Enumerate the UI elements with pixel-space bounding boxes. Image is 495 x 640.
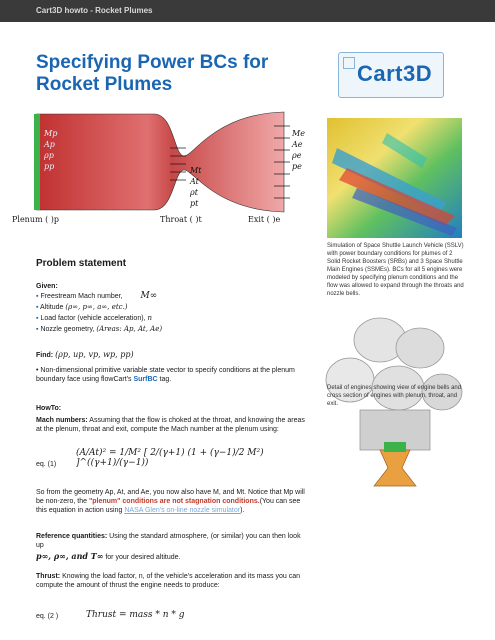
- eq2-label: eq. (2 ): [36, 613, 59, 620]
- shuttle-caption: Simulation of Space Shuttle Launch Vehicle (SSLV) with power boundary conditions for plumes of 2 Solid Rocket Boosters (SRBs) and 3 Space Shuttle Main Engines (SSMEs). BCs for all 5 engines were modeled by specifying plenum conditions and the flow was allowed to expand through the throats and nozzle bells.: [327, 243, 464, 297]
- exit-var: Me: [292, 129, 305, 138]
- plenum-var: ρp: [44, 151, 54, 160]
- nozzle-shape: [36, 112, 284, 212]
- given-list: [36, 292, 306, 334]
- exit-var: pe: [292, 162, 302, 171]
- ref-paragraph: Reference quantities: Using the standard atmosphere, (or similar) you can then look up: [36, 533, 301, 549]
- given-item: ▪ Load factor (vehicle acceleration), n: [36, 314, 152, 322]
- exit-var: ρe: [292, 151, 302, 160]
- nozzle-diagram: [34, 108, 304, 228]
- exit-var: Ae: [292, 140, 303, 149]
- given-item: ▪ Freestream Mach number, M∞: [36, 291, 158, 301]
- eq1: (A/At)² = 1/M² [ 2/(γ+1) (1 + (γ−1)/2 M²) ]^((γ+1)/(γ−1)): [76, 448, 264, 468]
- nozzle-simulator-link[interactable]: NASA Glen's on-line nozzle simulator: [124, 507, 241, 514]
- throat-var: ρt: [190, 188, 198, 197]
- breadcrumb: Cart3D howto - Rocket Plumes: [36, 6, 153, 15]
- plenum-var: pp: [44, 162, 55, 171]
- exit-label: Exit ( )e: [248, 215, 281, 224]
- ref-math-row: p∞, ρ∞, and T∞ for your desired altitude.: [36, 551, 181, 561]
- find-row: Find: (ρp, up, vp, wp, pp): [36, 350, 134, 359]
- mach-paragraph: Mach numbers: Assuming that the flow is choked at the throat, and knowing the areas at the plenum, throat and exit, compute the Mach number at the plenum using:: [36, 417, 305, 433]
- throat-label: Throat ( )t: [160, 215, 202, 224]
- logo-text: Cart3D: [357, 61, 433, 86]
- plenum-face: [34, 114, 40, 210]
- header-bar: [0, 0, 495, 22]
- find-note: • Non-dimensional primitive variable state vector to specify conditions at the plenum boundary face using flowCart's SurfBC tag.: [36, 367, 295, 383]
- eq1-label: eq. (1): [36, 461, 57, 468]
- engines-caption: Detail of engines showing view of engine bells and cross section of engines with plenum, throat, and exit.: [327, 385, 462, 407]
- plenum-label: Plenum ( )p: [12, 215, 60, 224]
- eq2: Thrust = mass * n * g: [86, 610, 185, 620]
- surfbc-link[interactable]: SurfBC: [133, 376, 158, 383]
- page-title: Specifying Power BCs for Rocket Plumes: [36, 52, 269, 95]
- plenum-var: Ap: [44, 140, 55, 149]
- throat-var: pt: [190, 199, 199, 208]
- thrust-paragraph: Thrust: Knowing the load factor, n, of the vehicle's acceleration and its mass you can compute the amount of thrust the engine needs to produce:: [36, 573, 300, 589]
- given-item: ▪ Nozzle geometry, (Areas: Ap, At, Ae): [36, 325, 163, 333]
- plenum-var: Mp: [44, 129, 58, 138]
- solve-paragraph: So from the geometry Ap, At, and Ae, you now also have M, and Mt. Notice that Mp will be non-zero, the "plenum" conditions are not stagnation conditions.(You can see this equation in action using NASA Glen's on-line nozzle simulator).: [36, 489, 305, 514]
- cart3d-logo: [338, 52, 444, 98]
- given-item: ▪ Altitude (ρ∞, p∞, a∞, etc.): [36, 303, 128, 311]
- shuttle-simulation-image: [327, 118, 462, 238]
- problem-heading: Problem statement: [36, 258, 127, 269]
- logo-mesh-icon: [343, 57, 355, 69]
- howto-heading: HowTo:: [36, 405, 62, 412]
- throat-var: Mt: [190, 166, 202, 175]
- throat-var: At: [190, 177, 199, 186]
- given-label: Given:: [36, 283, 58, 290]
